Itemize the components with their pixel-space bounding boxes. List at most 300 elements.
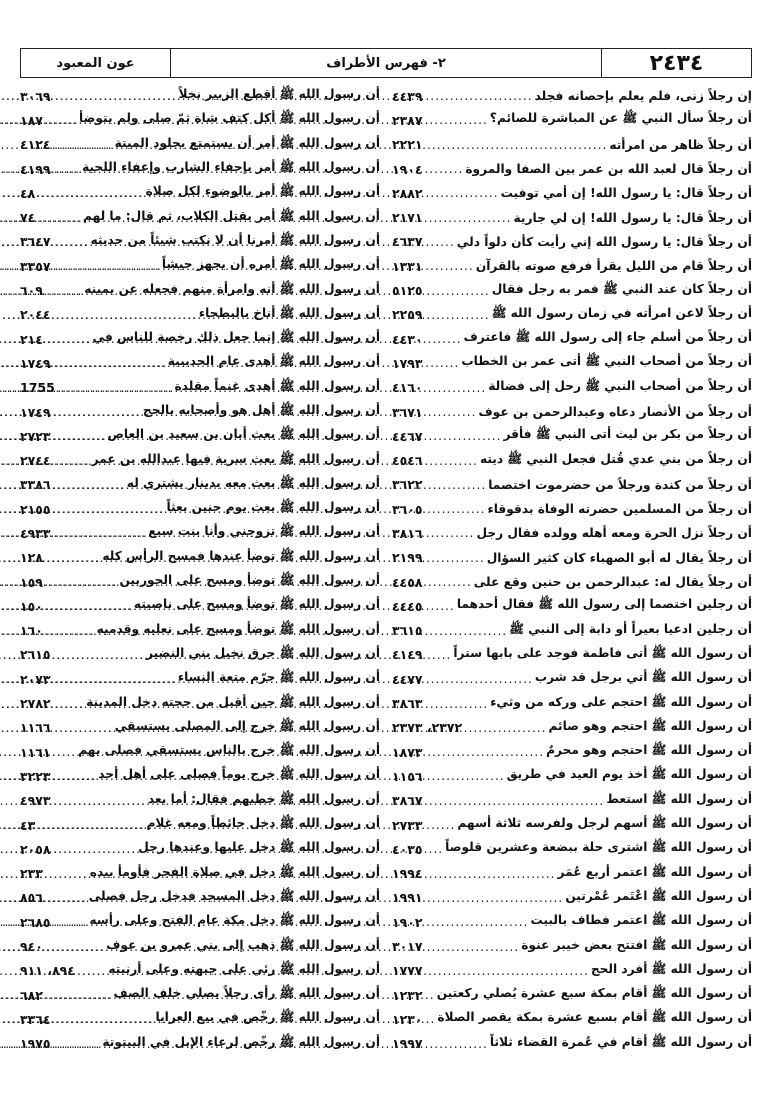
entry-number: ١٦٠ [20,623,43,639]
entry-text: أن رسول الله ﷺ دخل عليها وعندها رجل [138,840,380,855]
index-entry [392,983,752,1007]
index-entry [392,789,752,813]
index-entry [20,837,380,861]
entry-number: ٢٧٣٣ [392,817,423,833]
leader-dots [425,891,564,905]
entry-number: ٤٤٦٧ [392,428,423,444]
entry-text: أن رجلاً قام من الليل يقرأ فرفع صوته بالقرآن [475,259,752,274]
entry-number: ٤٤٣٠ [392,331,423,347]
leader-dots [425,988,435,1002]
leader-dots [45,284,82,298]
index-entry [392,254,752,278]
entry-text: أن رسول الله ﷺ استعط [606,791,752,806]
entry-text: أن رجلاً كان عند النبي ﷺ فمر به رجل فقال [491,281,752,296]
leader-dots [425,575,472,589]
index-entry [392,181,752,205]
leader-dots [425,1012,436,1026]
entry-number: ٣٦٧١ [392,404,423,420]
entry-text: أن رجلاً من كندة ورجلاً من حضرموت اختصما [488,477,752,492]
leader-dots [77,964,106,978]
entry-text: أن رسول الله ﷺ أناخ بالبطحاء [198,305,380,320]
entry-text: أن رسول الله ﷺ أمر بقتل الكلاب، ثم قال: ما لهم [83,208,380,223]
index-entry [392,84,752,108]
entry-text: أن رجلين ادعيا بعيراً أو دابة إلى النبي ﷺ [509,621,752,636]
entry-text: أن رسول الله ﷺ توضأ عندها فمسح الرأس كله [102,548,380,563]
leader-dots [425,769,505,783]
index-entry [392,764,752,788]
entry-number: ٢٣٧٢، ٢٣٧٣ [392,720,463,736]
index-entry [20,594,380,618]
leader-dots [53,454,90,468]
entry-number: ٣٦٢٢ [392,477,423,493]
left-column [20,84,380,1056]
entry-number: ٧٤ [20,210,36,226]
leader-dots [53,842,137,856]
entry-number: ٢٠٤٤ [20,307,51,323]
entry-number: ٢١٩٩ [392,550,423,566]
leader-dots [45,551,100,565]
entry-text: أن رجلاً قال لعبد الله بن عمر بين الصفا والمروة [465,162,752,177]
leader-dots [53,89,177,103]
entry-number: ٦٨٢ [20,987,43,1003]
index-entry [392,1032,752,1056]
entry-text: أن رجلاً من الأنصار دعاه وعبدالرحمن بن عوف [478,405,752,419]
index-entry [392,400,752,424]
index-entry [392,205,752,229]
entry-text: أن رسول الله ﷺ احتجم على وركه من وثيء [490,694,752,709]
leader-dots [425,356,460,370]
index-entry [20,521,380,545]
entry-text: أن رسول الله ﷺ توضأ ومسح على الجوربين [119,573,380,588]
index-entry [20,1032,380,1056]
entry-number: ١٨٧ [20,112,43,128]
entry-text: أن رسول الله ﷺ بعث سرية فيها عبدالله بن عمر [91,451,380,466]
entry-number: ١٩٠٤ [392,161,423,177]
entry-text: أن رسول الله ﷺ تزوجني وأنا بنت سبع [148,524,380,539]
entry-number: ٢٣٣ [20,866,43,882]
index-entry [20,230,380,254]
leader-dots [425,429,502,443]
leader-dots [53,648,144,662]
page-number: ٢٤٣٤ [601,49,751,77]
index-entry [20,351,380,375]
leader-dots [53,697,85,711]
leader-dots [425,162,464,176]
entry-number: ٣٦٠٥ [392,501,423,517]
entry-text: أن رسول الله ﷺ حرّم متعة النساء [177,670,380,685]
entry-text: أن رسول الله ﷺ اعتمر فطاف بالبيت [530,913,752,928]
leader-dots [425,138,608,152]
entry-number: ٤١٢٤ [20,137,51,153]
index-entry [392,691,752,715]
entry-text: أن رسول الله ﷺ بعث أبان بن سعيد بن العاص [107,427,380,442]
index-entry [20,400,380,424]
index-entry [20,1007,380,1031]
entry-number: ١٩٩٧ [392,1036,423,1052]
index-entry [20,934,380,958]
index-entry [392,740,752,764]
index-entry [392,157,752,181]
leader-dots [464,721,546,735]
entry-text: أن رسول الله ﷺ اشترى حلة ببضعة وعشرين قلوصاً [445,840,752,855]
entry-text: أن رجلاً قال: يا رسول الله! إن لي جارية [513,210,752,225]
entry-number: ١١٥٦ [392,768,423,784]
leader-dots [53,429,106,443]
entry-text: أن رسول الله ﷺ أتي برجل قد شرب [534,670,752,685]
entry-number: ١٧٤٩ [20,404,51,420]
index-entry [20,84,380,108]
entry-text: أن رسول الله ﷺ توضأ ومسح على ناصيته [133,597,380,612]
leader-dots [45,867,88,881]
entry-text: أن رسول الله ﷺ أمرنا أن لا نكتب شيئاً من حديثه [90,232,380,247]
entry-number: ١٩٠٢ [392,914,423,930]
entry-number: ٢٢٢١ [392,137,423,153]
entry-text: أن رجلاً من المسلمين حضرته الوفاة بدقوقاء [487,502,752,517]
leader-dots [425,964,589,978]
entry-number: ٤٣ [20,817,36,833]
entry-text: إن رجلاً زنى، فلم يعلم بإحصانه فجلد [534,89,752,104]
entry-text: أن رسول الله ﷺ اعْتَمر عُمْرتين [565,888,752,903]
leader-dots [37,186,143,200]
entry-text: أن رسول الله ﷺ ذهب إلى بني عمرو بن عوف [106,937,380,952]
leader-dots [53,259,160,273]
entry-number: ٥١٢٥ [392,283,423,299]
entry-number: ٤٤٤٥ [392,598,423,614]
leader-dots [425,672,533,686]
entry-text: أن رسول الله ﷺ بعث معه بدينار يشتري له [126,475,380,490]
index-entry [20,570,380,594]
entry-number: ١٣٣١ [392,258,423,274]
entry-text: أن رسول الله ﷺ أقام بسبع عشرة بمكة يقصر الصلاة [437,1010,752,1025]
index-entry [20,959,380,983]
leader-dots [425,405,477,419]
index-entry [20,497,380,521]
entry-number: ٤٦٣٧ [392,234,423,250]
entry-text: أن رجلاً قال: يا رسول الله! إن أمي توفيت [500,186,752,201]
entry-number: ٢١٧١ [392,210,423,226]
leader-dots [53,526,147,540]
entry-number: ٤٩٣٣ [20,525,51,541]
entry-text: أن رسول الله ﷺ إنما جعل ذلك رخصة للناس في [92,330,380,345]
index-entry [392,546,752,570]
page-header [20,48,752,78]
index-entry [20,108,380,132]
entry-text: أن رسول الله ﷺ أمره أن يجهز جيشاً [161,257,380,272]
index-entry [20,133,380,157]
index-entry [20,157,380,181]
index-entry [20,910,380,934]
index-entry [392,521,752,545]
entry-text: أن رسول الله ﷺ احتجم وهو صائم [548,718,752,733]
entry-text: أن رسول الله ﷺ رخّص لرعاء الإبل في البيتوتة [102,1034,380,1049]
entry-number: ٤١٩٩ [20,161,51,177]
leader-dots [45,988,112,1002]
entry-number: ٢٧٢٣ [20,428,51,444]
entry-number: ٢٦٨٥ [20,914,51,930]
entry-number: ٣٠٦٩ [20,88,51,104]
index-entry [20,983,380,1007]
entry-number: ٤٤٥٨ [392,574,423,590]
leader-dots [425,113,488,127]
entry-number: ١٧٧٧ [392,963,423,979]
entry-number: ٤٩٧٣ [20,793,51,809]
entry-number: ١١٦١ [20,744,51,760]
entry-number: ١٩٧٥ [20,1036,51,1052]
entry-text: أن رسول الله ﷺ توضأ ومسح على نعليه وقدميه [96,621,380,636]
leader-dots [53,915,88,929]
index-entry [392,1007,752,1031]
leader-dots [45,113,77,127]
index-entry [392,497,752,521]
leader-dots [37,211,81,225]
index-entry [392,716,752,740]
leader-dots [425,381,487,395]
leader-dots [425,915,529,929]
index-entry [20,278,380,302]
leader-dots [425,308,490,322]
index-entry [392,424,752,448]
index-entry [392,376,752,400]
entry-text: أن رجلاً ظاهر من امرأته [609,137,752,152]
leader-dots [53,478,125,492]
entry-number: ٣٣٥٧ [20,258,51,274]
entry-text: أن رجلاً من أصحاب النبي ﷺ رحل إلى فضالة [488,378,752,393]
entry-number: ٢١٤ [20,331,43,347]
entry-number: ٤٤٧٧ [392,671,423,687]
right-column [392,84,752,1056]
leader-dots [53,672,176,686]
entry-number: 1755 [20,380,55,396]
entry-number: ٤٠٣٥ [392,841,423,857]
index-entry [20,764,380,788]
index-entry [20,619,380,643]
index-entry [392,934,752,958]
entry-number: ٣٣٦٤ [20,1011,51,1027]
entry-number: ٤٨ [20,185,36,201]
entry-text: أن رسول الله ﷺ حين أقبل من حجته دخل المدينة [86,694,380,709]
entry-text: أن رسول الله ﷺ رئي على جبهته وعلى أرنبته [108,961,380,976]
entry-text: أن رجلاً من أسلم جاء إلى رسول الله ﷺ فاعترف [463,330,752,345]
index-entry [392,910,752,934]
index-entry [20,327,380,351]
leader-dots [425,794,605,808]
leader-dots [53,308,197,322]
index-entry [20,886,380,910]
index-entry [392,133,752,157]
entry-text: أن رسول الله ﷺ خرج بالناس يستسقي فصلى بهم [78,743,380,758]
index-entry [20,691,380,715]
leader-dots [45,940,104,954]
entry-text: أن رسول الله ﷺ احتجم وهو محرمٌ [546,743,752,758]
entry-number: ١٥٠ [20,598,43,614]
leader-dots [425,186,499,200]
entry-number: ٢٠٥٨ [20,841,51,857]
entry-text: أن رسول الله ﷺ بعث يوم حنين بعثاً [166,500,380,515]
entry-number: ٤٤٣٩ [392,88,423,104]
index-entry [20,667,380,691]
index-entry [392,619,752,643]
entry-text: أن رسول الله ﷺ أتى فاطمة فوجد على بابها ستراً [453,645,752,660]
index-entry [20,643,380,667]
entry-number: ٤١٦٠ [392,380,423,396]
leader-dots [425,648,452,662]
leader-dots [53,405,141,419]
index-entry [392,473,752,497]
leader-dots [425,624,508,638]
entry-text: أن رسول الله ﷺ أقام في عُمرة القضاء ثلاثاً [489,1034,752,1049]
entry-number: ١٩٩١ [392,890,423,906]
entry-number: ٢٨٨٢ [392,185,423,201]
book-title: عون المعبود [21,49,171,77]
entry-number: ٣٨٦٧ [392,793,423,809]
leader-dots [53,502,165,516]
index-columns [20,84,752,1056]
entry-text: أن رسول الله ﷺ أمر بإحفاء الشارب وإعفاء اللحية [82,160,380,175]
entry-text: أن رسول الله ﷺ أهل هو وأصحابه بالحج [142,403,380,417]
leader-dots [425,599,455,613]
leader-dots [425,502,486,516]
leader-dots [45,891,87,905]
leader-dots [425,867,556,881]
leader-dots [53,721,113,735]
leader-dots [425,842,444,856]
entry-text: أن رسول الله ﷺ دخل في صلاة الفجر فأومأ بيده [89,864,380,879]
index-entry [20,303,380,327]
entry-number: ٢٢٥٩ [392,307,423,323]
entry-text: أن رسول الله ﷺ أقام بمكة سبع عشرة يُصلي ركعتين [436,986,752,1001]
entry-number: ١١٦٦ [20,720,51,736]
entry-text: أن رسول الله ﷺ خطبهم فقال: أما بعد [147,791,380,806]
entry-text: أن رجلاً قال: يا رسول الله إني رأيت كأن دلواً دلي [456,234,752,249]
index-entry [20,716,380,740]
leader-dots [45,599,132,613]
entry-text: أن رسول الله ﷺ أمر أن يستمتع بجلود الميتة [114,135,380,150]
leader-dots [425,235,455,249]
index-entry [392,303,752,327]
entry-number: ٨٩٤، ٩١١ [20,963,75,979]
page [20,48,752,1058]
leader-dots [53,162,81,176]
entry-text: أن رسول الله ﷺ دخل مكة عام الفتح وعلى رأسه [89,913,380,928]
leader-dots [425,697,489,711]
leader-dots [425,818,456,832]
section-title: ٢- فهرس الأطراف [326,55,446,71]
entry-number: ١٨٧٣ [392,744,423,760]
index-entry [392,959,752,983]
index-entry [392,108,752,132]
entry-number: ٣٢٢٣ [20,768,51,784]
entry-text: أن رجلاً من أصحاب النبي ﷺ أتى عمر بن الخطاب [461,354,752,369]
index-entry [392,448,752,472]
entry-number: ١٢٣٢ [392,987,423,1003]
entry-text: أن رجلاً يقال له: عبدالرحمن بن حنين وقع على [473,575,752,590]
entry-text: أن رسول الله ﷺ أمر بالوضوء لكل صلاة [145,184,380,199]
leader-dots [45,332,91,346]
entry-text: أن رسول الله ﷺ خرج يوماً فصلى على أهل أحد [98,767,380,782]
index-entry [392,594,752,618]
entry-number: ٢٣٨٧ [392,112,423,128]
entry-number: ٣٨٦٣ [392,696,423,712]
leader-dots [53,235,89,249]
index-entry [20,740,380,764]
leader-dots [53,138,113,152]
entry-number: ٤٥٤٦ [392,453,423,469]
index-entry [20,473,380,497]
index-entry [20,789,380,813]
index-entry [20,376,380,400]
entry-number: ٢٠٧٣ [20,671,51,687]
entry-text: أن رجلاً يقال له أبو الصهباء كان كثير السؤال [486,550,752,565]
index-entry [392,570,752,594]
entry-text: أن رسول الله ﷺ أنه وامرأة منهم فجعله عن يمينه [84,281,380,296]
entry-text: أن رسول الله ﷺ أهدى عام الحديبية [167,354,380,369]
leader-dots [425,478,487,492]
entry-text: أن رجلاً من بكر بن ليث أتى النبي ﷺ فأقر [503,427,752,442]
leader-dots [45,575,118,589]
entry-text: أن رسول الله ﷺ حرق نخيل بني النضير [146,645,380,660]
entry-number: ٩٤٠ [20,939,43,955]
index-entry [20,862,380,886]
entry-text: أن رجلين اختصما إلى رسول الله ﷺ فقال أحدهما [456,597,752,612]
index-entry [392,643,752,667]
leader-dots [53,794,146,808]
leader-dots [53,1037,101,1051]
leader-dots [57,381,173,395]
entry-number: ٣٦٤٧ [20,234,51,250]
entry-text: أن رجلاً من بني عدي قُتل فجعل النبي ﷺ ديته [479,451,752,466]
index-entry [20,254,380,278]
entry-number: ٣٣٨٦ [20,477,51,493]
leader-dots [425,526,475,540]
entry-number: ٢٧٤٤ [20,453,51,469]
entry-number: ٤١٤٩ [392,647,423,663]
index-entry [392,837,752,861]
index-entry [20,205,380,229]
entry-text: أن رسول الله ﷺ أخذ يوم العيد في طريق [506,767,752,782]
index-entry [20,546,380,570]
leader-dots [53,1012,154,1026]
entry-number: ٦٠٩ [20,283,43,299]
leader-dots [53,769,97,783]
entry-text: أن رسول الله ﷺ خرج إلى المصلى يستسقي [114,718,380,733]
leader-dots [425,454,478,468]
entry-text: أن رسول الله ﷺ افتتح بعض خيبر عنوة [521,937,752,952]
leader-dots [53,745,77,759]
index-entry [20,181,380,205]
entry-number: ٣٦١٥ [392,623,423,639]
entry-number: ١٧٩٣ [392,355,423,371]
entry-number: ١٢٣٠ [392,1011,423,1027]
entry-number: ١٩٩٤ [392,866,423,882]
leader-dots [425,332,462,346]
index-entry [20,448,380,472]
entry-text: أن رسول الله ﷺ أقطع الزبير نخلاً [178,87,380,102]
leader-dots [425,1037,488,1051]
entry-text: أن رسول الله ﷺ أسهم لرجل ولفرسه ثلاثة أسهم [457,816,752,831]
leader-dots [425,284,490,298]
leader-dots [37,818,144,832]
entry-text: أن رسول الله ﷺ رخّص في بيع العرايا [155,1010,380,1025]
index-entry [392,278,752,302]
entry-text: أن رسول الله ﷺ أهدى غنماً مقلدة [174,378,380,393]
index-entry [392,230,752,254]
entry-number: ٢٧٨٢ [20,696,51,712]
entry-number: ١٥٩ [20,574,43,590]
entry-text: أن رسول الله ﷺ اعتمر أربع عُمَر [557,864,752,879]
entry-number: ٢٦١٥ [20,647,51,663]
entry-text: أن رسول الله ﷺ أفرد الحج [590,961,752,976]
index-entry [20,424,380,448]
